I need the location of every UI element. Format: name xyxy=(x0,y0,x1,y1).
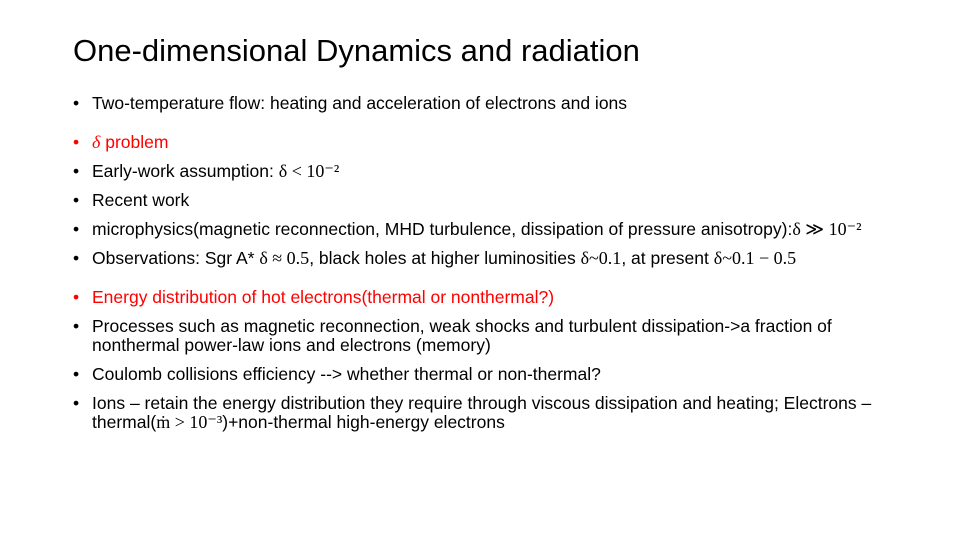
bullet-delta-problem xyxy=(73,133,903,152)
bullet-text: Energy distribution of hot electrons(thermal or nonthermal?) xyxy=(92,287,555,307)
math-inline: ṁ > 10⁻³ xyxy=(156,412,223,432)
bullet-list xyxy=(73,94,903,432)
math-inline: δ~0.1 xyxy=(580,248,622,268)
bullet-text: Recent work xyxy=(92,190,190,210)
math-inline: δ < 10⁻² xyxy=(278,161,340,181)
bullet-text: Ions – retain the energy distribution they require through viscous dissipation and heating; Electrons – thermal( xyxy=(92,393,872,432)
math-inline: δ ≈ 0.5 xyxy=(259,248,310,268)
bullet-energy-distribution xyxy=(73,288,903,307)
bullet-coulomb xyxy=(73,365,903,384)
bullet-microphysics xyxy=(73,220,903,239)
bullet-text: Two-temperature flow: heating and acceleration of electrons and ions xyxy=(92,93,628,113)
bullet-text: Observations: Sgr A* xyxy=(92,248,260,268)
bullet-observations xyxy=(73,249,903,268)
bullet-ions-electrons xyxy=(73,394,903,432)
slide-title: One-dimensional Dynamics and radiation xyxy=(73,33,640,68)
math-inline: δ ≫ 10⁻² xyxy=(792,219,862,239)
delta-symbol: δ xyxy=(92,132,101,152)
bullet-processes xyxy=(73,317,903,355)
spacer xyxy=(73,113,903,133)
bullet-text: Coulomb collisions efficiency --> whether thermal or non-thermal? xyxy=(92,364,601,384)
bullet-early-work xyxy=(73,162,903,181)
bullet-two-temperature xyxy=(73,94,903,113)
bullet-text: , at present xyxy=(621,248,714,268)
spacer xyxy=(73,268,903,288)
math-inline: δ~0.1 − 0.5 xyxy=(713,248,797,268)
bullet-text: microphysics(magnetic reconnection, MHD turbulence, dissipation of pressure anisotropy): xyxy=(92,219,793,239)
bullet-text: , black holes at higher luminosities xyxy=(309,248,581,268)
bullet-text: Processes such as magnetic reconnection, weak shocks and turbulent dissipation->a fraction of nonthermal power-law ions and electrons (memory) xyxy=(92,316,832,355)
bullet-text: problem xyxy=(100,132,169,152)
bullet-text: Early-work assumption: xyxy=(92,161,279,181)
bullet-text: )+non-thermal high-energy electrons xyxy=(222,412,505,432)
bullet-recent-work xyxy=(73,191,903,210)
